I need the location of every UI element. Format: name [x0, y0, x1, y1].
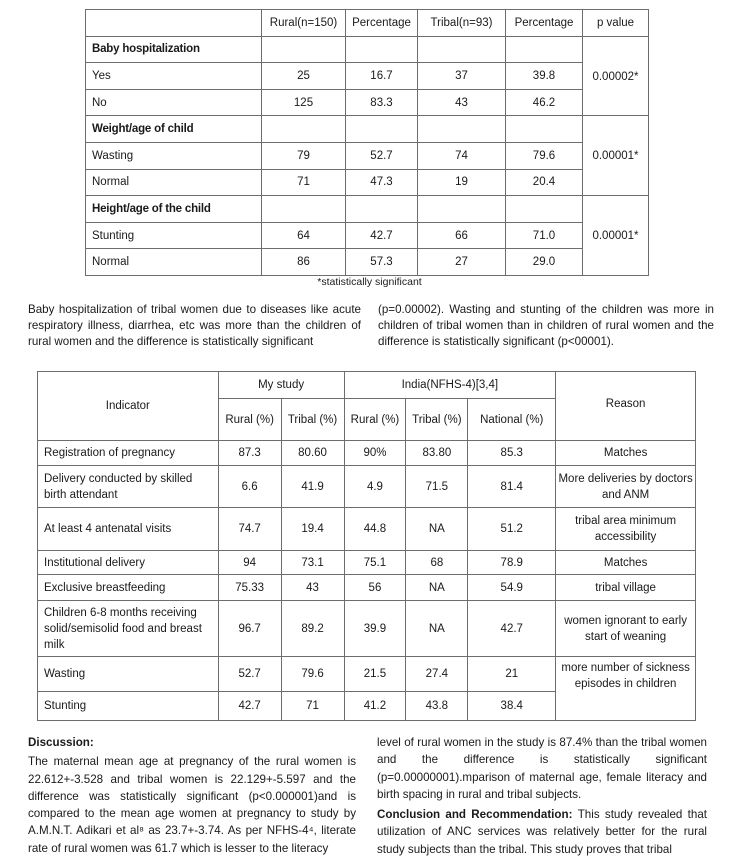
discussion-text: level of rural women in the study is 87.4% than the tribal women and the difference is statistically significant (p=0.00000001).mparison of maternal age, female literacy and birth spacing in rural and tribal subjects. [377, 736, 707, 801]
discussion-column-right [377, 734, 707, 858]
indicator-cell: Stunting [38, 692, 219, 721]
india-rural-cell: 56 [344, 575, 406, 601]
table-row [86, 89, 649, 116]
my-rural-cell: 74.7 [218, 508, 281, 551]
conclusion-text: This study revealed that utilization of ANC services was relatively better for the rural study subjects than the tribal. This study proves that tribal [377, 808, 707, 856]
tribal-percentage: 20.4 [506, 169, 583, 196]
group-title: Height/age of the child [86, 196, 262, 223]
tribal-count: 19 [418, 169, 506, 196]
my-tribal-cell: 79.6 [281, 657, 344, 692]
tribal-count: 43 [418, 89, 506, 116]
national-cell: 85.3 [468, 441, 556, 466]
row-label: No [86, 89, 262, 116]
row-label: Normal [86, 169, 262, 196]
subheader-cell: Rural (%) [218, 399, 281, 441]
my-rural-cell: 87.3 [218, 441, 281, 466]
india-tribal-cell: 27.4 [406, 657, 468, 692]
india-nfhs-header: India(NFHS-4)[3,4] [344, 372, 556, 399]
reason-cell: Matches [556, 551, 696, 575]
rural-percentage: 42.7 [346, 222, 418, 249]
india-rural-cell: 39.9 [344, 601, 406, 657]
group-title: Baby hospitalization [86, 36, 262, 63]
national-cell: 38.4 [468, 692, 556, 721]
reason-cell: tribal village [556, 575, 696, 601]
national-cell: 21 [468, 657, 556, 692]
tribal-percentage: 79.6 [506, 142, 583, 169]
conclusion-heading: Conclusion and Recommendation: [377, 808, 578, 822]
india-tribal-cell: 71.5 [406, 466, 468, 508]
tribal-percentage: 46.2 [506, 89, 583, 116]
indicator-header: Indicator [38, 372, 219, 441]
tribal-percentage: 39.8 [506, 63, 583, 90]
indicator-cell: Exclusive breastfeeding [38, 575, 219, 601]
table-row [86, 63, 649, 90]
tribal-percentage: 29.0 [506, 249, 583, 276]
reason-header: Reason [556, 372, 696, 441]
my-study-header: My study [218, 372, 344, 399]
tribal-count: 74 [418, 142, 506, 169]
body-paragraph: Baby hospitalization of tribal women due to diseases like acute respiratory illness, diarrhea, etc was more than the children of rural women and the difference is statistically significant [28, 303, 361, 348]
table-row [38, 441, 696, 466]
national-cell: 81.4 [468, 466, 556, 508]
tribal-count: 66 [418, 222, 506, 249]
table-row [38, 575, 696, 601]
table-row [38, 508, 696, 551]
body-paragraph: (p=0.00002). Wasting and stunting of the children was more in children of tribal women than in children of rural women and the difference is statistically significant (p<00001). [378, 303, 714, 348]
my-tribal-cell: 43 [281, 575, 344, 601]
india-rural-cell: 90% [344, 441, 406, 466]
table-row [38, 551, 696, 575]
reason-cell: Matches [556, 441, 696, 466]
table-header-row [38, 372, 696, 399]
header-cell-pvalue: p value [583, 10, 649, 37]
subheader-cell: Tribal (%) [281, 399, 344, 441]
rural-percentage: 57.3 [346, 249, 418, 276]
group-title: Weight/age of child [86, 116, 262, 143]
indicator-cell: Children 6-8 months receiving solid/semisolid food and breast milk [38, 601, 219, 657]
row-label: Wasting [86, 142, 262, 169]
reason-cell: More deliveries by doctors and ANM [556, 466, 696, 508]
discussion-column-left [28, 734, 356, 857]
indicator-cell: Registration of pregnancy [38, 441, 219, 466]
rural-percentage: 47.3 [346, 169, 418, 196]
indicator-cell: Institutional delivery [38, 551, 219, 575]
pvalue-cell: 0.00001* [583, 196, 649, 276]
india-tribal-cell: 68 [406, 551, 468, 575]
reason-cell: tribal area minimum accessibility [556, 508, 696, 551]
subheader-cell: Rural (%) [344, 399, 406, 441]
table-row [86, 142, 649, 169]
my-rural-cell: 96.7 [218, 601, 281, 657]
india-rural-cell: 21.5 [344, 657, 406, 692]
my-tribal-cell: 71 [281, 692, 344, 721]
india-tribal-cell: NA [406, 508, 468, 551]
national-cell: 42.7 [468, 601, 556, 657]
indicator-cell: At least 4 antenatal visits [38, 508, 219, 551]
my-rural-cell: 52.7 [218, 657, 281, 692]
pvalue-cell: 0.00002* [583, 36, 649, 116]
my-tribal-cell: 19.4 [281, 508, 344, 551]
reason-cell: women ignorant to early start of weaning [556, 601, 696, 657]
table-row [38, 601, 696, 657]
header-cell-tribal: Tribal(n=93) [418, 10, 506, 37]
table-row [38, 657, 696, 692]
my-rural-cell: 94 [218, 551, 281, 575]
my-rural-cell: 42.7 [218, 692, 281, 721]
subheader-cell: Tribal (%) [406, 399, 468, 441]
header-cell-percentage: Percentage [506, 10, 583, 37]
my-rural-cell: 6.6 [218, 466, 281, 508]
table-header-row [86, 10, 649, 37]
my-tribal-cell: 73.1 [281, 551, 344, 575]
india-rural-cell: 75.1 [344, 551, 406, 575]
rural-percentage: 83.3 [346, 89, 418, 116]
reason-cell: more number of sickness episodes in children [556, 657, 696, 721]
group-row [86, 116, 649, 143]
subheader-cell: National (%) [468, 399, 556, 441]
row-label: Normal [86, 249, 262, 276]
rural-count: 25 [262, 63, 346, 90]
pvalue-cell: 0.00001* [583, 116, 649, 196]
hospitalization-growth-table [85, 9, 649, 276]
rural-count: 71 [262, 169, 346, 196]
table-row [86, 169, 649, 196]
tribal-count: 37 [418, 63, 506, 90]
my-rural-cell: 75.33 [218, 575, 281, 601]
indicator-cell: Delivery conducted by skilled birth attendant [38, 466, 219, 508]
group-row [86, 196, 649, 223]
discussion-heading: Discussion: [28, 736, 94, 749]
table-row [38, 466, 696, 508]
national-cell: 78.9 [468, 551, 556, 575]
table-row [86, 222, 649, 249]
my-tribal-cell: 80.60 [281, 441, 344, 466]
india-rural-cell: 44.8 [344, 508, 406, 551]
national-cell: 54.9 [468, 575, 556, 601]
national-cell: 51.2 [468, 508, 556, 551]
header-cell-percentage: Percentage [346, 10, 418, 37]
india-tribal-cell: NA [406, 601, 468, 657]
india-rural-cell: 4.9 [344, 466, 406, 508]
comparison-table [37, 371, 696, 721]
rural-count: 64 [262, 222, 346, 249]
indicator-cell: Wasting [38, 657, 219, 692]
rural-count: 125 [262, 89, 346, 116]
rural-percentage: 52.7 [346, 142, 418, 169]
header-cell-empty [86, 10, 262, 37]
row-label: Yes [86, 63, 262, 90]
group-row [86, 36, 649, 63]
conclusion-block [377, 806, 707, 858]
rural-percentage: 16.7 [346, 63, 418, 90]
india-tribal-cell: NA [406, 575, 468, 601]
my-tribal-cell: 41.9 [281, 466, 344, 508]
table-row [86, 249, 649, 276]
tribal-percentage: 71.0 [506, 222, 583, 249]
rural-count: 86 [262, 249, 346, 276]
my-tribal-cell: 89.2 [281, 601, 344, 657]
discussion-text: The maternal mean age at pregnancy of the rural women is 22.612+-3.528 and tribal women is 22.129+-5.597 and the difference was statistically significant (p<0.000001)and is compared to the mean age women at pregnancy to study by A.M.N.T. Adikari et al⁸ as 23.7+-3.74. As per NFHS-4⁴, literate rate of rural women was 61.7 which is lesser to the literacy [28, 755, 356, 855]
rural-count: 79 [262, 142, 346, 169]
header-cell-rural: Rural(n=150) [262, 10, 346, 37]
tribal-count: 27 [418, 249, 506, 276]
table-footnote: *statistically significant [317, 276, 422, 288]
india-tribal-cell: 83.80 [406, 441, 468, 466]
row-label: Stunting [86, 222, 262, 249]
india-tribal-cell: 43.8 [406, 692, 468, 721]
india-rural-cell: 41.2 [344, 692, 406, 721]
